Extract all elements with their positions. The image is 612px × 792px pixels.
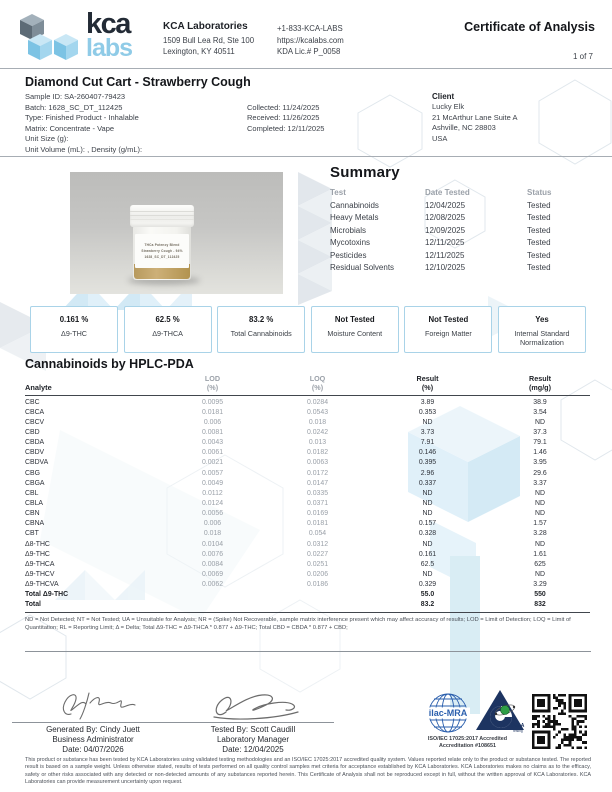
table-total-rule — [25, 612, 590, 613]
result-pct-value: ND — [422, 489, 433, 497]
qr-code — [532, 694, 587, 754]
cannabinoid-row — [25, 569, 590, 579]
sample-detail-line: Type: Finished Product - Inhalable — [25, 113, 139, 123]
result-pct-value: 0.146 — [418, 449, 437, 457]
summary-status: Tested — [527, 263, 551, 273]
summary-status: Tested — [527, 201, 551, 210]
analyte-name: Δ9-THCVA — [25, 581, 59, 589]
result-box-label: Foreign Matter — [425, 329, 472, 338]
cannabinoid-row — [25, 397, 590, 407]
result-pct-value: ND — [422, 540, 433, 548]
loq-value: 0.0312 — [306, 540, 329, 548]
jar-lid — [130, 205, 194, 227]
cannabinoid-row — [25, 539, 590, 549]
accreditation-line2: Accreditation #108651 — [439, 743, 496, 749]
jar-label-line: 1628_SC_DT_112425 — [144, 255, 180, 259]
summary-header-row — [330, 188, 585, 197]
summary-row — [330, 225, 585, 237]
analyte-name: CBLA — [25, 499, 44, 507]
summary-test: Mycotoxins — [330, 238, 371, 248]
analyte-name: CBDVA — [25, 459, 49, 467]
summary-row — [330, 262, 585, 274]
loq-value: 0.0227 — [306, 550, 329, 558]
cannabinoid-row — [25, 438, 590, 448]
result-box — [124, 306, 212, 353]
loq-value: 0.0172 — [306, 469, 329, 477]
lod-value: 0.0049 — [201, 479, 224, 487]
summary-row — [330, 250, 585, 262]
result-pct-value: 7.91 — [420, 439, 435, 447]
lab-name: KCA Laboratories — [163, 21, 248, 32]
result-mgg-value: 550 — [534, 591, 546, 599]
jar-label-line: Strawberry Cough - 94% — [141, 249, 183, 253]
lab-phone: +1-833-KCA-LABS — [277, 24, 343, 33]
cannabinoids-header-row — [25, 375, 590, 392]
summary-status: Tested — [527, 238, 551, 248]
analyte-name: CBG — [25, 469, 40, 477]
result-pct-value: 0.395 — [418, 459, 437, 467]
summary-test: Cannabinoids — [330, 201, 379, 210]
lod-value: 0.0057 — [201, 469, 224, 477]
summary-date-tested: 12/08/2025 — [425, 213, 466, 223]
summary-date-tested: 12/11/2025 — [425, 238, 465, 248]
lod-value: 0.0056 — [201, 510, 224, 518]
tested-by-signature-image — [172, 688, 334, 722]
cannabinoid-row — [25, 448, 590, 458]
result-pct-value: ND — [422, 418, 433, 426]
analyte-name: CBCA — [25, 408, 45, 416]
tested-by-date: Date: 12/04/2025 — [222, 745, 284, 754]
cannabinoid-row — [25, 427, 590, 437]
lod-value: 0.0095 — [201, 398, 224, 406]
col-lod: LOD (%) — [204, 374, 221, 392]
result-mgg-value: ND — [535, 418, 545, 426]
sample-date-line: Collected: 11/24/2025 — [247, 102, 320, 112]
analyte-name: Δ9-THCA — [25, 560, 55, 568]
sample-divider — [0, 156, 612, 157]
cannabinoid-row — [25, 458, 590, 468]
analyte-name: CBDA — [25, 439, 45, 447]
loq-value: 0.0335 — [306, 489, 329, 497]
cannabinoid-row — [25, 590, 590, 600]
result-mgg-value: ND — [535, 499, 545, 507]
loq-value: 0.0242 — [306, 428, 329, 436]
generated-by-signature-block — [12, 688, 174, 755]
cannabinoid-row — [25, 580, 590, 590]
result-mgg-value: 3.29 — [533, 581, 547, 589]
loq-value: 0.0169 — [306, 510, 329, 518]
summary-status: Tested — [527, 213, 551, 223]
result-pct-value: 0.337 — [418, 479, 437, 487]
result-pct-value: ND — [422, 499, 433, 507]
result-box — [311, 306, 399, 353]
tested-by-signature-block — [172, 688, 334, 755]
result-pct-value: 3.73 — [420, 428, 435, 436]
result-box — [30, 306, 118, 353]
result-box-label: Total Cannabinoids — [230, 329, 292, 338]
analyte-name: CBDV — [25, 449, 45, 457]
sample-date-line: Completed: 12/11/2025 — [247, 123, 325, 133]
cannabinoid-row — [25, 407, 590, 417]
cannabinoid-row — [25, 559, 590, 569]
analyte-name: CBC — [25, 398, 40, 406]
result-pct-value: 2.96 — [420, 469, 435, 477]
summary-test: Residual Solvents — [330, 263, 395, 273]
result-mgg-value: ND — [535, 540, 545, 548]
summary-date-tested: 12/11/2025 — [425, 250, 465, 260]
summary-status: Tested — [527, 225, 551, 235]
lod-value: 0.0061 — [201, 449, 224, 457]
table-header-rule — [25, 395, 590, 396]
loq-value: 0.0147 — [306, 479, 329, 487]
loq-value: 0.0543 — [306, 408, 329, 416]
loq-value: 0.054 — [308, 530, 327, 538]
analyte-name: Δ8-THC — [25, 540, 50, 548]
accreditation-line1: ISO/IEC 17025:2017 Accredited — [427, 736, 508, 742]
sample-detail-line: Unit Size (g): — [25, 134, 69, 144]
lod-value: 0.0124 — [201, 499, 224, 507]
result-pct-value: 0.353 — [418, 408, 437, 416]
result-box-value: 0.161 % — [59, 315, 89, 324]
result-mgg-value: 3.28 — [533, 530, 547, 538]
loq-value: 0.0186 — [306, 581, 329, 589]
summary-col-date: Date Tested — [425, 188, 470, 197]
sample-detail-line: Matrix: Concentrate - Vape — [25, 123, 115, 133]
generated-by-signature-image — [12, 688, 174, 722]
analyte-name: CBCV — [25, 418, 45, 426]
document-title: Certificate of Analysis — [464, 20, 595, 34]
lab-license: KDA Lic.# P_0058 — [277, 47, 341, 56]
result-pct-value: ND — [422, 570, 433, 578]
analyte-name: CBGA — [25, 479, 45, 487]
cannabinoid-row — [25, 549, 590, 559]
client-block — [432, 91, 517, 144]
product-title: Diamond Cut Cart - Strawberry Cough — [25, 75, 251, 89]
pjla-text: PJLA — [511, 723, 525, 729]
analyte-name: CBD — [25, 428, 40, 436]
lab-address-line1: 1509 Bull Lea Rd, Ste 100 — [163, 36, 255, 45]
lod-value: 0.0084 — [201, 560, 224, 568]
summary-col-status: Status — [527, 188, 552, 197]
cannabinoid-row — [25, 529, 590, 539]
cannabinoid-row — [25, 519, 590, 529]
signature-line — [12, 722, 174, 723]
table-footnote: ND = Not Detected; NT = Not Tested; UA = Unsuitable for Analysis; NR = (Spike) Not Recoverable, sample matrix interference present which may affect accuracy of results; LOD = Limit of Detection; LOQ = Limit of Quantitation; RL = Reporting Limit; Δ = Delta; Total Δ9-THC = Δ9-THCA * 0.877 + Δ9-THC; Total CBD = CBDA * 0.877 + CBD; — [25, 617, 571, 631]
result-pct-value: 0.157 — [418, 520, 437, 528]
result-mgg-value: 1.57 — [533, 520, 547, 528]
loq-value: 0.0251 — [306, 560, 329, 568]
analyte-name: CBT — [25, 530, 39, 538]
lab-address-block — [163, 21, 254, 57]
result-mgg-value: 1.46 — [533, 449, 547, 457]
logo-text-kca: kca — [86, 8, 130, 40]
result-mgg-value: 3.37 — [533, 479, 547, 487]
result-box-value: Not Tested — [334, 315, 375, 324]
result-mgg-value: ND — [535, 489, 545, 497]
generated-by-name: Generated By: Cindy Juett — [46, 725, 140, 734]
lod-value: 0.0112 — [202, 489, 223, 497]
analyte-name: Δ9-THC — [25, 550, 50, 558]
lab-website-link[interactable]: https://kcalabs.com — [277, 35, 344, 45]
result-pct-value: 55.0 — [420, 591, 435, 599]
sample-detail-line: Sample ID: SA-260407-79423 — [25, 92, 126, 101]
lab-contact-block — [277, 23, 344, 58]
pjla-sub-text: testing — [513, 729, 523, 733]
generated-by-date: Date: 04/07/2026 — [62, 745, 124, 754]
result-mgg-value: 37.3 — [533, 428, 547, 436]
cannabinoids-table — [25, 397, 590, 610]
cannabinoid-row — [25, 478, 590, 488]
sample-details-block — [25, 92, 142, 156]
result-box — [404, 306, 492, 353]
result-mgg-value: 79.1 — [533, 439, 547, 447]
client-address-line: Lucky Elk — [432, 102, 465, 111]
lod-value: 0.018 — [203, 530, 222, 538]
ilac-mra-text: ilac-MRA — [428, 708, 468, 718]
lod-value: 0.006 — [203, 418, 222, 426]
analyte-name: Total Δ9-THC — [25, 591, 69, 599]
analyte-name: CBL — [25, 489, 39, 497]
lod-value: 0.0043 — [201, 439, 224, 447]
client-label: Client — [432, 92, 455, 101]
result-box-label: Internal Standard Normalization — [514, 329, 570, 347]
loq-value: 0.0206 — [306, 570, 329, 578]
result-mgg-value: 832 — [534, 601, 546, 609]
lod-value: 0.006 — [203, 520, 222, 528]
result-pct-value: 83.2 — [420, 601, 435, 609]
generated-by-role: Business Administrator — [52, 735, 134, 744]
logo-cubes-icon — [18, 8, 84, 64]
page-indicator: 1 of 7 — [572, 52, 593, 61]
result-box-value: Not Tested — [428, 315, 469, 324]
summary-col-test: Test — [330, 188, 346, 197]
summary-title: Summary — [330, 164, 400, 181]
summary-test: Pesticides — [330, 250, 367, 260]
result-highlight-boxes — [30, 306, 586, 353]
result-pct-value: 62.5 — [420, 560, 435, 568]
result-pct-value: 0.161 — [418, 550, 437, 558]
lod-value: 0.0081 — [201, 428, 224, 436]
result-box-value: Yes — [535, 315, 549, 324]
col-loq: LOQ (%) — [309, 374, 326, 392]
analyte-name: Total — [25, 601, 41, 609]
cannabinoid-row — [25, 488, 590, 498]
col-result-pct: Result (%) — [416, 374, 439, 392]
cannabinoid-row — [25, 498, 590, 508]
result-mgg-value: ND — [535, 510, 545, 518]
summary-row — [330, 212, 585, 224]
result-mgg-value: ND — [535, 570, 545, 578]
summary-row — [330, 237, 585, 249]
sample-photo — [70, 172, 283, 294]
col-analyte: Analyte — [25, 382, 52, 392]
jar-label — [135, 234, 189, 268]
loq-value: 0.0182 — [306, 449, 329, 457]
lod-value: 0.0021 — [201, 459, 224, 467]
result-mgg-value: 3.54 — [533, 408, 547, 416]
sample-detail-line: Batch: 1628_SC_DT_112425 — [25, 102, 123, 112]
client-address-line: 21 McArthur Lane Suite A — [432, 112, 518, 122]
summary-test: Microbials — [330, 225, 367, 235]
lod-value: 0.0069 — [201, 570, 224, 578]
summary-row — [330, 200, 585, 212]
footer-divider — [25, 651, 591, 652]
result-mgg-value: 29.6 — [533, 469, 547, 477]
summary-date-tested: 12/09/2025 — [425, 225, 466, 235]
result-pct-value: ND — [422, 510, 433, 518]
result-box-label: Δ9-THC — [61, 329, 87, 338]
tested-by-role: Laboratory Manager — [216, 735, 290, 744]
loq-value: 0.0371 — [306, 499, 329, 507]
result-pct-value: 0.329 — [418, 581, 437, 589]
cannabinoid-row — [25, 468, 590, 478]
lod-value: 0.0076 — [201, 550, 224, 558]
analyte-name: CBN — [25, 510, 40, 518]
result-mgg-value: 3.95 — [533, 459, 547, 467]
legal-disclaimer: This product or substance has been tested by KCA Laboratories using validated testing methodologies and an ISO/IEC 17025:2017 accredited quality system. Values reported relate only to the product or substance tested. The reported result is based on a sample weight. Unless otherwise stated, results of tests performed on all quality control samples met criteria for acceptance established by KCA Laboratories. KCA Laboratories makes no claims as to the efficacy, safety or other risks associated with any detected or non-detected amounts of any substances reported herein. This Certificate of Analysis shall not be reproduced except in full, without the written approval of KCA Laboratories. KCA Laboratories can provide measurement uncertainty upon request. — [25, 757, 591, 785]
signature-line — [172, 722, 334, 723]
loq-value: 0.0063 — [306, 459, 329, 467]
result-box-value: 83.2 % — [249, 315, 274, 324]
result-pct-value: 0.328 — [418, 530, 437, 538]
kca-labs-logo — [18, 8, 158, 66]
cannabinoids-section-title: Cannabinoids by HPLC-PDA — [25, 357, 194, 371]
col-result-mgg: Result (mg/g) — [529, 374, 551, 392]
result-box-value: 62.5 % — [155, 315, 180, 324]
summary-table — [330, 200, 585, 274]
tested-by-name: Tested By: Scott Caudill — [210, 725, 296, 734]
logo-text-labs: labs — [86, 34, 133, 62]
analyte-name: Δ9-THCV — [25, 570, 55, 578]
cannabinoid-row — [25, 600, 590, 610]
result-box-label: Δ9-THCA — [152, 329, 183, 338]
loq-value: 0.018 — [308, 418, 327, 426]
sample-detail-line: Unit Volume (mL): , Density (g/mL): — [25, 144, 143, 154]
lod-value: 0.0062 — [201, 581, 224, 589]
cannabinoid-row — [25, 417, 590, 427]
sample-dates-block — [247, 103, 324, 135]
result-mgg-value: 1.61 — [533, 550, 547, 558]
header-divider — [0, 68, 612, 69]
client-address-line: Ashville, NC 28803 — [432, 123, 496, 133]
pjla-logo — [474, 688, 530, 741]
loq-value: 0.0181 — [306, 520, 329, 528]
summary-test: Heavy Metals — [330, 213, 379, 223]
loq-value: 0.0284 — [306, 398, 329, 406]
result-box — [217, 306, 305, 353]
analyte-name: CBNA — [25, 520, 45, 528]
jar-label-line: THCa Potency Blend — [144, 243, 180, 247]
accreditation-text — [405, 736, 530, 750]
lod-value: 0.0181 — [201, 408, 224, 416]
sample-date-line: Received: 11/26/2025 — [247, 113, 320, 123]
lod-value: 0.0104 — [201, 540, 224, 548]
result-pct-value: 3.89 — [420, 398, 435, 406]
lab-address-line2: Lexington, KY 40511 — [163, 47, 235, 56]
ilac-mra-logo — [425, 692, 471, 739]
summary-status: Tested — [527, 250, 551, 260]
result-box — [498, 306, 586, 353]
loq-value: 0.013 — [308, 439, 327, 447]
summary-date-tested: 12/10/2025 — [425, 263, 466, 273]
summary-date-tested: 12/04/2025 — [425, 201, 466, 210]
result-box-label: Moisture Content — [327, 329, 383, 338]
cannabinoid-row — [25, 509, 590, 519]
result-mgg-value: 625 — [534, 560, 546, 568]
client-address-line: USA — [432, 133, 448, 143]
result-mgg-value: 38.9 — [533, 398, 547, 406]
